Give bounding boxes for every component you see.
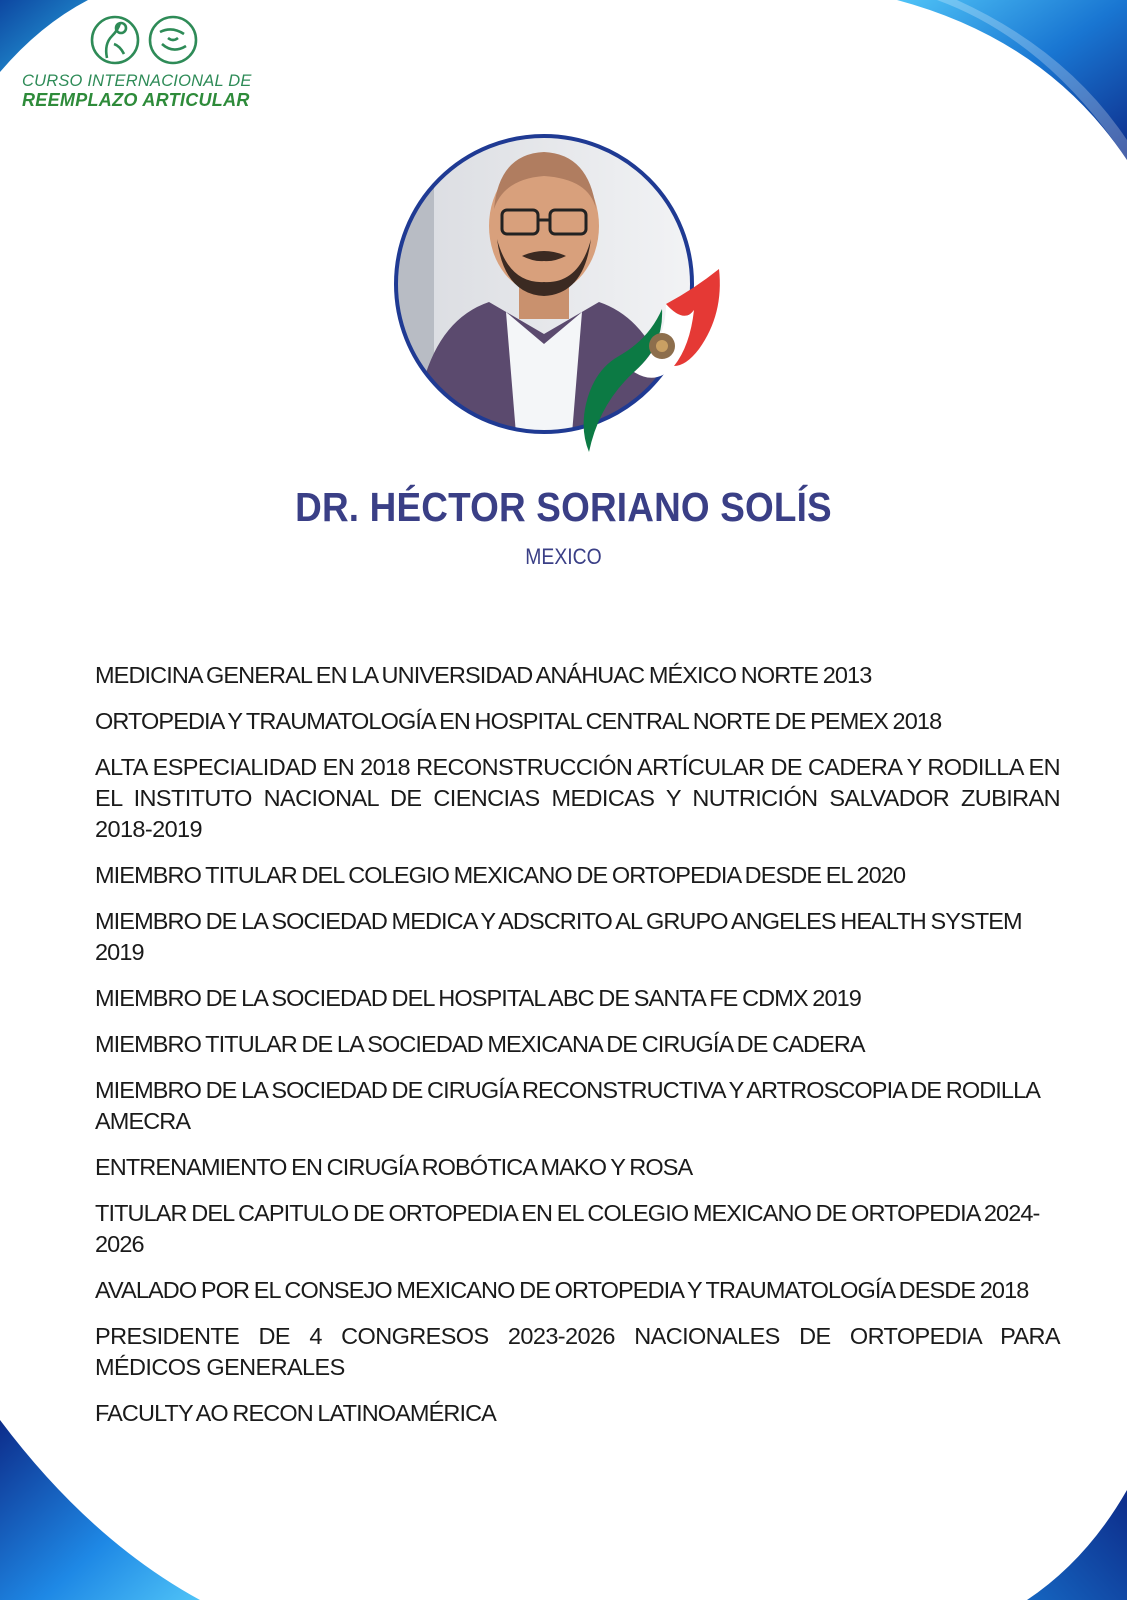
bio-item: TITULAR DEL CAPITULO DE ORTOPEDIA EN EL COLEGIO MEXICANO DE ORTOPEDIA 2024-2026 (95, 1200, 1040, 1257)
logo-line1: CURSO INTERNACIONAL DE (22, 72, 252, 90)
bio-item: ALTA ESPECIALIDAD EN 2018 RECONSTRUCCIÓN ARTÍCULAR DE CADERA Y RODILLA EN EL INSTITUTO NACIONAL DE CIENCIAS MEDICAS Y NUTRICIÓN SALVADOR ZUBIRAN 2018-2019 (95, 754, 1060, 842)
bio-item: ORTOPEDIA Y TRAUMATOLOGÍA EN HOSPITAL CENTRAL NORTE DE PEMEX 2018 (95, 708, 942, 734)
logo-line2: REEMPLAZO ARTICULAR (22, 90, 250, 110)
knee-joint-icon (150, 17, 196, 63)
joint-icons (90, 14, 210, 70)
speaker-portrait (394, 134, 734, 464)
bio-item: AVALADO POR EL CONSEJO MEXICANO DE ORTOPEDIA Y TRAUMATOLOGÍA DESDE 2018 (95, 1277, 1029, 1303)
bio-item: PRESIDENTE DE 4 CONGRESOS 2023-2026 NACIONALES DE ORTOPEDIA PARA MÉDICOS GENERALES (95, 1323, 1060, 1380)
speaker-name: DR. HÉCTOR SORIANO SOLÍS (295, 484, 832, 530)
bio-item: MIEMBRO DE LA SOCIEDAD MEDICA Y ADSCRITO AL GRUPO ANGELES HEALTH SYSTEM 2019 (95, 908, 1022, 965)
bio-item: ENTRENAMIENTO EN CIRUGÍA ROBÓTICA MAKO Y ROSA (95, 1154, 693, 1180)
hip-joint-icon (92, 17, 138, 63)
corner-decoration-top-right (897, 0, 1127, 170)
bio-item: MIEMBRO TITULAR DE LA SOCIEDAD MEXICANA DE CIRUGÍA DE CADERA (95, 1031, 865, 1057)
speaker-country: MEXICO (525, 544, 602, 569)
bio-item: MIEMBRO DE LA SOCIEDAD DE CIRUGÍA RECONSTRUCTIVA Y ARTROSCOPIA DE RODILLA AMECRA (95, 1077, 1039, 1134)
bio-item: MIEMBRO TITULAR DEL COLEGIO MEXICANO DE ORTOPEDIA DESDE EL 2020 (95, 862, 906, 888)
corner-decoration-bottom-right (1007, 1490, 1127, 1600)
bio-list (95, 660, 1060, 1444)
bio-item: MIEMBRO DE LA SOCIEDAD DEL HOSPITAL ABC DE SANTA FE CDMX 2019 (95, 985, 861, 1011)
bio-item: MEDICINA GENERAL EN LA UNIVERSIDAD ANÁHUAC MÉXICO NORTE 2013 (95, 662, 872, 688)
bio-item: FACULTY AO RECON LATINOAMÉRICA (95, 1400, 496, 1426)
course-logo (22, 14, 272, 114)
